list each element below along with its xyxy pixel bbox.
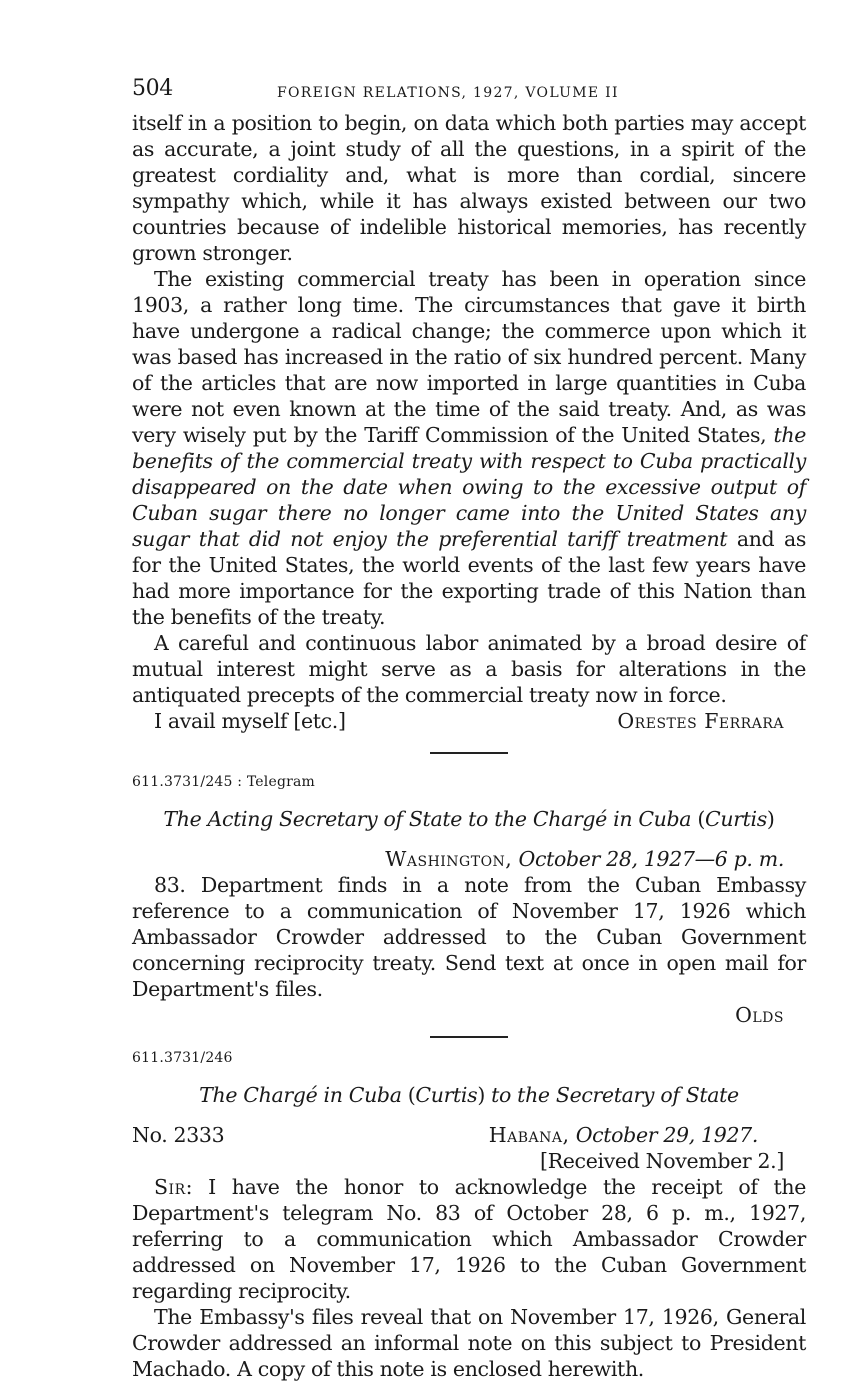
paragraph-labor: A careful and continuous labor animated by a broad desire of mutual interest might serve as a basis for alterations in the antiquated precepts of the commercial treaty now in force. <box>132 631 806 707</box>
paragraph-treaty <box>132 266 806 630</box>
paragraph-treaty-end: and as for the United States, the world events of the last few years have had more importance for the exporting trade of this Nation than the benefits of the treaty. <box>132 527 807 629</box>
despatch-paragraph-1 <box>132 1174 806 1304</box>
dateline-date: October 29, 1927. <box>575 1123 758 1147</box>
salutation: Sir <box>154 1175 186 1199</box>
running-head: FOREIGN RELATIONS, 1927, VOLUME II <box>277 85 619 101</box>
divider-1 <box>132 752 806 762</box>
divider-rule <box>430 1036 508 1038</box>
dateline-place: Habana, <box>488 1123 570 1147</box>
divider-rule <box>430 752 508 754</box>
document-title-despatch: The Chargé in Cuba (Curtis) to the Secretary of State <box>199 1083 739 1107</box>
file-number-246: 611.3731/246 <box>132 1050 233 1066</box>
dateline-habana <box>489 1122 758 1148</box>
despatch-heading <box>132 1122 806 1148</box>
signature-olds: Olds <box>735 1003 784 1027</box>
title-text: The Chargé in Cuba <box>199 1083 402 1107</box>
signature-ferrara: Orestes Ferrara <box>617 709 784 733</box>
page-header <box>132 70 806 110</box>
dateline-place: Washington, <box>385 847 513 871</box>
despatch-paragraph-2: The Embassy's files reveal that on November 17, 1926, General Crowder addressed an informal note on this subject to President Machado. A copy of this note is enclosed herewith. <box>132 1305 806 1381</box>
title-text: The Acting Secretary of State to the Chargé in Cuba <box>163 807 692 831</box>
received-note: [Received November 2.] <box>540 1149 784 1173</box>
despatch-paragraph-1-text: : I have the honor to acknowledge the receipt of the Department's telegram No. 83 of October 28, 6 p. m., 1927, referring to a communication which Ambassador Crowder addressed on November 17, 1926 to the Cuban Government regarding reciprocity. <box>132 1175 806 1303</box>
tariff-commission-quote: the benefits of the commercial treaty with respect to Cuba practically disappeared on the date when owing to the excessive output of Cuban sugar there no longer came into the United States any sugar that did not enjoy the preferential tariff treatment <box>132 423 806 551</box>
despatch-number: No. 2333 <box>132 1123 225 1147</box>
document-page <box>132 70 806 1382</box>
title-name: Curtis <box>705 807 767 831</box>
dateline-washington <box>132 846 806 872</box>
closing-text: I avail myself [etc.] <box>154 709 346 733</box>
title-text-end: to the Secretary of State <box>491 1083 739 1107</box>
paragraph-treaty-start: The existing commercial treaty has been in operation since 1903, a rather long time. The circumstances that gave it birth have undergone a radical change; the commerce upon which it was based has increased in the ratio of six hundred percent. Many of the articles that are now imported in large quantities in Cuba were not even known at the time of the said treaty. And, as was very wisely put by the Tariff Commission of the United States, <box>132 267 806 447</box>
closing-line <box>132 708 806 734</box>
dateline-date: October 28, 1927—6 p. m. <box>518 847 784 871</box>
document-title-telegram: The Acting Secretary of State to the Chargé in Cuba (Curtis) <box>163 807 775 831</box>
title-name: Curtis <box>415 1083 478 1107</box>
telegram-body: 83. Department finds in a note from the Cuban Embassy reference to a communication of November 17, 1926 which Ambassador Crowder addressed to the Cuban Government concerning reciprocity treaty. Send text at once in open mail for Department's files. <box>132 873 806 1001</box>
file-number-245: 611.3731/245 : Telegram <box>132 774 316 790</box>
paragraph-continued: itself in a position to begin, on data which both parties may accept as accurate, a joint study of all the questions, in a spirit of the greatest cordiality and, what is more than cordial, sincere sympathy which, while it has always existed between our two countries because of indelible historical memories, has recently grown stronger. <box>132 111 806 265</box>
page-number: 504 <box>132 76 173 101</box>
divider-2 <box>132 1036 806 1046</box>
